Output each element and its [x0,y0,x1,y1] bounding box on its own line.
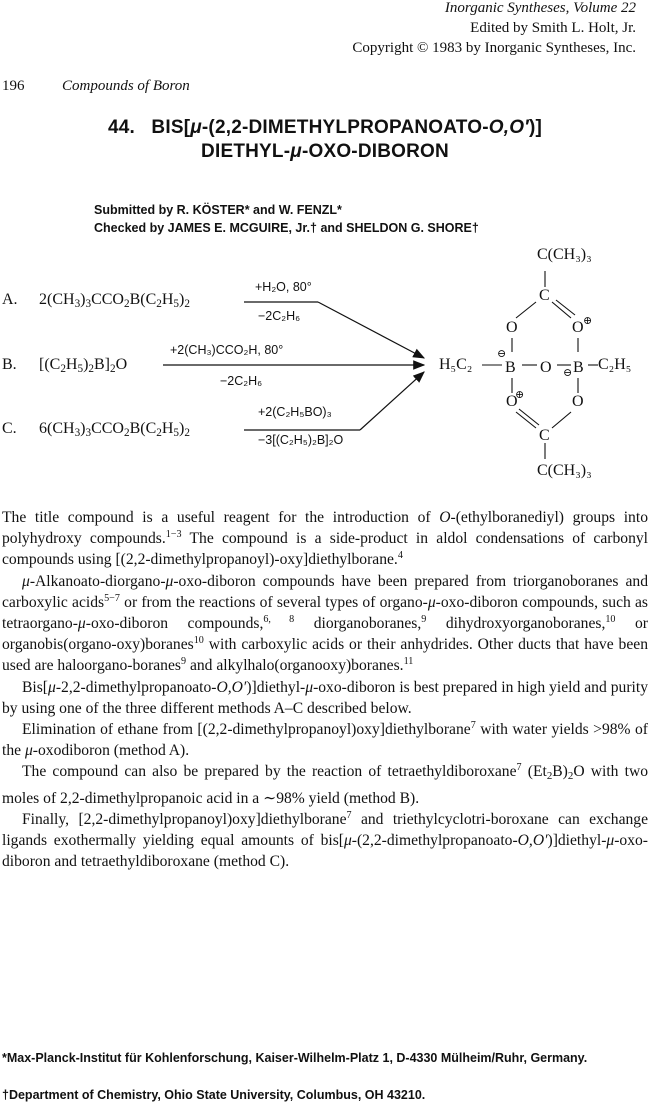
svg-text:⊕: ⊕ [515,389,525,401]
reaction-b-cond-top: +2(CH₃)CCO₂H, 80° [170,343,284,357]
product-bottom-group: C(CH₃)₃ [537,462,592,479]
svg-text:⊕: ⊕ [583,315,593,327]
svg-text:C: C [539,287,550,304]
svg-text:⊖: ⊖ [497,348,507,360]
paragraph-6: Finally, [2,2-dimethylpropanoyl)oxy]diethylborane$^7$ and triethylcyclotri-boroxane can exchange ligands exothermally yielding equal amounts of bis[μ-(2,2-dimethylpropanoato-O,O′)]diethyl-μ-oxo-diboron and tetraethyldiboroxane (method C). [2,809,649,871]
paragraph-3: Bis[μ-2,2-dimethylpropanoato-O,O′)]diethyl-μ-oxo-diboron is best prepared in high yield and purity by using one of the three different methods A–C described below. [2,678,648,717]
paragraph-1: The title compound is a useful reagent for the introduction of O-(ethylboranediyl) groups into polyhydroxy compounds.$^{1-3}$ The compound is a side-product in aldol condensations of carbonyl compounds using [(2,2-dimethylpropanoyl)-oxy]diethylborane.$^4$ [2,509,648,569]
title-line-1: 44. BIS[μ-(2,2-DIMETHYLPROPANOATO-O,O′)] [107,117,543,138]
reaction-a-reactant: $2(CH_3)_3CCO_2B(C_2H_5)_2$ [39,291,190,310]
footnote-dagger: †Department of Chemistry, Ohio State University, Columbus, OH 43210. [2,1088,426,1102]
title-line-2: DIETHYL-μ-OXO-DIBORON [201,141,449,162]
reaction-b-cond-bottom: −2C₂H₆ [220,374,263,388]
product-top-group: C(CH₃)₃ [537,246,592,263]
svg-text:O: O [572,393,584,410]
reaction-c-cond-top: +2(C₂H₅BO)₃ [258,405,332,419]
svg-text:⊖: ⊖ [563,367,573,379]
svg-text:O: O [540,359,552,376]
svg-text:O: O [506,393,518,410]
reaction-b-reactant: $[(C_2H_5)_2B]_2O$ [39,356,128,375]
reaction-a-label: A. [2,291,18,308]
svg-text:O: O [572,319,584,336]
product-left-group: H₅C₂ [439,356,473,373]
product-structure [0,0,650,490]
footnote-star: *Max-Planck-Institut für Kohlenforschung, Kaiser-Wilhelm-Platz 1, D-4330 Mülheim/Ruhr, Germany. [2,1051,588,1065]
running-head: Compounds of Boron [62,78,190,94]
reaction-c-reactant: $6(CH_3)_3CCO_2B(C_2H_5)_2$ [39,420,190,439]
paragraph-4: Elimination of ethane from [(2,2-dimethylpropanoyl)oxy]diethylborane$^7$ with water yields >98% of the μ-oxodiboron (method A). [2,720,648,760]
book-editor: Edited by Smith L. Holt, Jr. [470,20,636,36]
book-copyright: Copyright © 1983 by Inorganic Syntheses, Inc. [352,40,636,56]
reaction-c-cond-bottom: −3[(C₂H₅)₂B]₂O [258,433,344,447]
reaction-a-cond-bottom: −2C₂H₆ [258,309,301,323]
body-text [2,507,648,872]
page-number: 196 [2,78,25,94]
reaction-b-label: B. [2,356,17,373]
paragraph-2: μ-Alkanoato-diorgano-μ-oxo-diboron compounds have been prepared from triorganoboranes and carboxylic acids$^{5-7}$ or from the reactions of several types of organo-μ-oxo-diboron compounds, such as tetraorgano-μ-oxo-diboron compounds,$^{6, 8}$ diorganoboranes,$^9$ dihydroxyorganoboranes,$^{10}$ or organobis(organo-oxy)boranes$^{10}$ with carboxylic acids or their anhydrides. Other ducts that have been used are haloorgano-boranes$^9$ and alkylhalo(organooxy)boranes.$^{11}$ [2,572,649,675]
svg-text:O: O [506,319,518,336]
svg-text:C: C [539,427,550,444]
submitted-by: Submitted by R. KÖSTER* and W. FENZL* [94,203,342,217]
paragraph-5: The compound can also be prepared by the reaction of tetraethyldiboroxane$^7$ $(Et_2B)_2O$ with two moles of 2,2-dimethylpropanoic acid in a ∼98% yield (method B). [2,762,648,807]
product-right-group: C₂H₅ [598,356,632,373]
reaction-c-label: C. [2,420,17,437]
reaction-a-cond-top: +H₂O, 80° [255,280,312,294]
book-title: Inorganic Syntheses, Volume 22 [444,0,636,16]
svg-text:B: B [505,359,516,376]
svg-text:B: B [573,359,584,376]
checked-by: Checked by JAMES E. MCGUIRE, Jr.† and SHELDON G. SHORE† [94,221,479,235]
